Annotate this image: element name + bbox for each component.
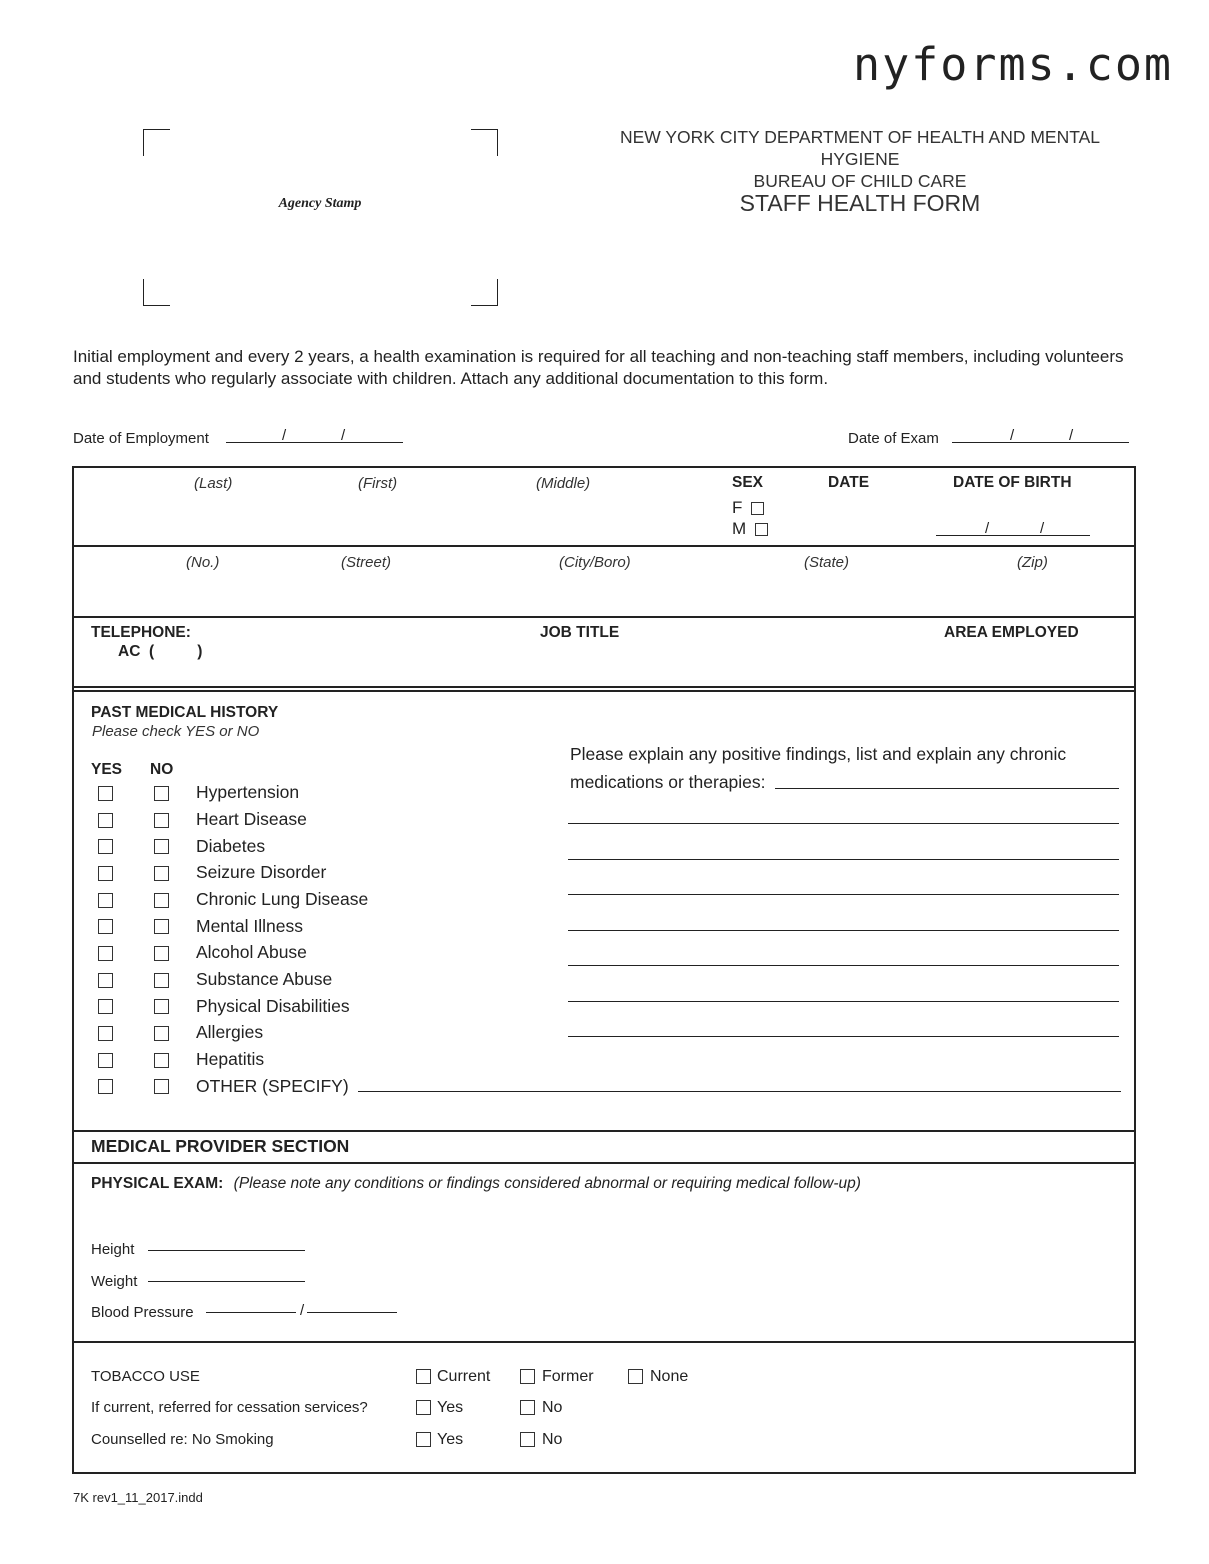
explain-line[interactable] bbox=[568, 965, 1119, 966]
referral-no-checkbox[interactable] bbox=[520, 1400, 535, 1415]
zip-label: (Zip) bbox=[1017, 554, 1048, 571]
yes-checkbox[interactable] bbox=[98, 946, 113, 961]
condition-label: Allergies bbox=[196, 1022, 264, 1042]
row-divider bbox=[74, 686, 1134, 688]
past-medical-history-heading: PAST MEDICAL HISTORY bbox=[91, 704, 279, 721]
tobacco-former-label: Former bbox=[542, 1368, 594, 1385]
condition-label: Diabetes bbox=[196, 836, 266, 856]
weight-label: Weight bbox=[91, 1273, 138, 1290]
area-code-field[interactable]: AC ( ) bbox=[118, 643, 203, 660]
tobacco-current-label: Current bbox=[437, 1368, 491, 1385]
weight-field[interactable] bbox=[148, 1281, 305, 1282]
counselled-no-smoking-question: Counselled re: No Smoking bbox=[91, 1431, 274, 1448]
staff-health-form-box bbox=[72, 466, 1136, 1474]
yes-checkbox[interactable] bbox=[98, 973, 113, 988]
counselled-no-checkbox[interactable] bbox=[520, 1432, 535, 1447]
row-divider bbox=[74, 1162, 1134, 1164]
stamp-corner-tr bbox=[471, 129, 498, 156]
medical-provider-heading: MEDICAL PROVIDER SECTION bbox=[91, 1136, 350, 1156]
sex-female-option bbox=[732, 498, 764, 518]
tobacco-none-label: None bbox=[650, 1368, 689, 1385]
tobacco-none-checkbox[interactable] bbox=[628, 1369, 643, 1384]
date-slash: / bbox=[985, 520, 990, 537]
male-checkbox[interactable] bbox=[755, 523, 768, 536]
no-checkbox[interactable] bbox=[154, 973, 169, 988]
condition-label: Physical Disabilities bbox=[196, 996, 350, 1016]
no-column-header: NO bbox=[150, 761, 174, 778]
date-slash: / bbox=[282, 427, 287, 444]
referral-yes-label: Yes bbox=[437, 1399, 464, 1416]
date-slash: / bbox=[1040, 520, 1045, 537]
stamp-corner-br bbox=[471, 279, 498, 306]
cessation-referral-question: If current, referred for cessation services? bbox=[91, 1399, 368, 1416]
yes-checkbox[interactable] bbox=[98, 786, 113, 801]
condition-label: Mental Illness bbox=[196, 916, 303, 936]
date-of-employment-label: Date of Employment bbox=[73, 430, 209, 447]
bureau-name: BUREAU OF CHILD CARE bbox=[753, 171, 967, 191]
explain-line[interactable] bbox=[568, 930, 1119, 931]
date-of-exam-field[interactable] bbox=[952, 442, 1129, 443]
diastolic-field[interactable] bbox=[307, 1312, 397, 1313]
no-checkbox[interactable] bbox=[154, 893, 169, 908]
stamp-corner-bl bbox=[143, 279, 170, 306]
yes-checkbox[interactable] bbox=[98, 1079, 113, 1094]
date-slash: / bbox=[341, 427, 346, 444]
yes-checkbox[interactable] bbox=[98, 813, 113, 828]
middle-name-label: (Middle) bbox=[536, 475, 591, 492]
first-name-label: (First) bbox=[358, 475, 398, 492]
explain-prompt-line1: Please explain any positive findings, list and explain any chronic bbox=[570, 744, 1067, 764]
physical-exam-note: (Please note any conditions or findings considered abnormal or requiring medical follow-up) bbox=[233, 1175, 861, 1192]
condition-label: Substance Abuse bbox=[196, 969, 333, 989]
no-checkbox[interactable] bbox=[154, 1053, 169, 1068]
explain-prompt-line2: medications or therapies: bbox=[570, 772, 766, 792]
no-checkbox[interactable] bbox=[154, 999, 169, 1014]
sex-label: SEX bbox=[732, 474, 764, 491]
explain-line[interactable] bbox=[568, 894, 1119, 895]
agency-stamp-label: Agency Stamp bbox=[278, 196, 362, 211]
bp-slash: / bbox=[300, 1302, 305, 1319]
job-title-label: JOB TITLE bbox=[540, 624, 620, 641]
explain-line[interactable] bbox=[568, 859, 1119, 860]
address-number-label: (No.) bbox=[186, 554, 220, 571]
counselled-no-label: No bbox=[542, 1431, 563, 1448]
no-checkbox[interactable] bbox=[154, 786, 169, 801]
condition-label: Seizure Disorder bbox=[196, 862, 327, 882]
yes-checkbox[interactable] bbox=[98, 893, 113, 908]
no-checkbox[interactable] bbox=[154, 1079, 169, 1094]
no-checkbox[interactable] bbox=[154, 866, 169, 881]
tobacco-former-checkbox[interactable] bbox=[520, 1369, 535, 1384]
condition-label-other: OTHER (SPECIFY) bbox=[196, 1076, 349, 1096]
counselled-yes-label: Yes bbox=[437, 1431, 464, 1448]
other-specify-field[interactable] bbox=[358, 1091, 1121, 1092]
physical-exam-row bbox=[91, 1175, 861, 1193]
no-checkbox[interactable] bbox=[154, 946, 169, 961]
condition-label: Chronic Lung Disease bbox=[196, 889, 369, 909]
date-of-exam-label: Date of Exam bbox=[848, 430, 939, 447]
intro-text: Initial employment and every 2 years, a health examination is required for all teaching and non-teaching staff members, including volunteers and students who regularly associate with children. Attach any additional documentation to this form. bbox=[73, 347, 1124, 388]
no-checkbox[interactable] bbox=[154, 813, 169, 828]
yes-checkbox[interactable] bbox=[98, 1053, 113, 1068]
telephone-label: TELEPHONE: bbox=[91, 624, 191, 641]
female-checkbox[interactable] bbox=[751, 502, 764, 515]
date-slash: / bbox=[1010, 427, 1015, 444]
history-instruction: Please check YES or NO bbox=[92, 723, 260, 740]
blood-pressure-label: Blood Pressure bbox=[91, 1304, 194, 1321]
last-name-label: (Last) bbox=[194, 475, 233, 492]
female-label: F bbox=[732, 498, 743, 517]
date-label: DATE bbox=[828, 474, 870, 491]
sex-male-option bbox=[732, 519, 768, 539]
yes-checkbox[interactable] bbox=[98, 866, 113, 881]
row-divider bbox=[74, 1341, 1134, 1343]
date-slash: / bbox=[1069, 427, 1074, 444]
yes-checkbox[interactable] bbox=[98, 1026, 113, 1041]
row-divider bbox=[74, 1130, 1134, 1132]
stamp-corner-tl bbox=[143, 129, 170, 156]
date-of-employment-field[interactable] bbox=[226, 442, 403, 443]
explain-line[interactable] bbox=[775, 788, 1119, 789]
condition-label: Alcohol Abuse bbox=[196, 942, 307, 962]
form-title: STAFF HEALTH FORM bbox=[739, 190, 981, 216]
row-divider bbox=[74, 616, 1134, 618]
no-checkbox[interactable] bbox=[154, 839, 169, 854]
row-divider bbox=[74, 545, 1134, 547]
street-label: (Street) bbox=[341, 554, 392, 571]
department-heading bbox=[580, 126, 1140, 192]
department-name: NEW YORK CITY DEPARTMENT OF HEALTH AND MENTAL HYGIENE bbox=[619, 127, 1101, 169]
date-of-birth-field[interactable] bbox=[936, 535, 1090, 536]
yes-column-header: YES bbox=[91, 761, 123, 778]
explain-line[interactable] bbox=[568, 1001, 1119, 1002]
explain-line[interactable] bbox=[568, 1036, 1119, 1037]
yes-checkbox[interactable] bbox=[98, 839, 113, 854]
row-divider bbox=[74, 690, 1134, 692]
tobacco-use-label: TOBACCO USE bbox=[91, 1368, 200, 1385]
date-of-birth-label: DATE OF BIRTH bbox=[953, 474, 1072, 491]
referral-no-label: No bbox=[542, 1399, 563, 1416]
height-label: Height bbox=[91, 1241, 135, 1258]
area-employed-label: AREA EMPLOYED bbox=[944, 624, 1079, 641]
counselled-yes-checkbox[interactable] bbox=[416, 1432, 431, 1447]
footer-file-id: 7K rev1_11_2017.indd bbox=[73, 1490, 203, 1505]
condition-label: Hypertension bbox=[196, 782, 300, 802]
brand-watermark: nyforms.com bbox=[852, 38, 1173, 91]
systolic-field[interactable] bbox=[206, 1312, 296, 1313]
referral-yes-checkbox[interactable] bbox=[416, 1400, 431, 1415]
height-field[interactable] bbox=[148, 1250, 305, 1251]
state-label: (State) bbox=[804, 554, 850, 571]
condition-label: Heart Disease bbox=[196, 809, 307, 829]
yes-checkbox[interactable] bbox=[98, 919, 113, 934]
no-checkbox[interactable] bbox=[154, 919, 169, 934]
condition-label: Hepatitis bbox=[196, 1049, 265, 1069]
explain-line[interactable] bbox=[568, 823, 1119, 824]
no-checkbox[interactable] bbox=[154, 1026, 169, 1041]
male-label: M bbox=[732, 519, 747, 538]
tobacco-current-checkbox[interactable] bbox=[416, 1369, 431, 1384]
yes-checkbox[interactable] bbox=[98, 999, 113, 1014]
physical-exam-label: PHYSICAL EXAM: bbox=[91, 1175, 224, 1192]
city-boro-label: (City/Boro) bbox=[559, 554, 631, 571]
